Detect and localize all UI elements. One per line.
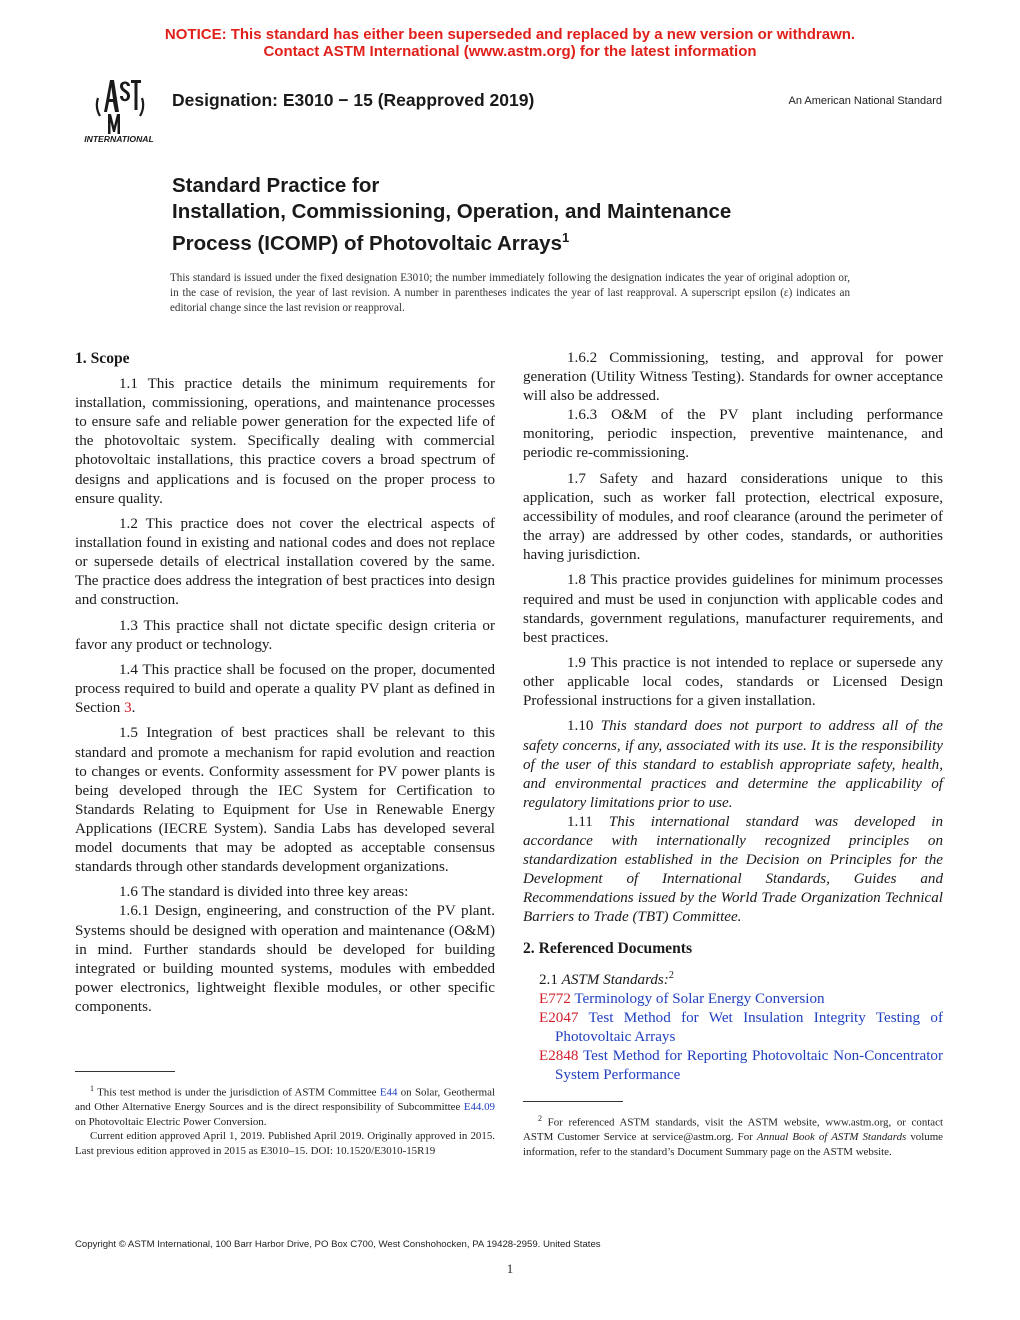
footnote-1-text-b: on Solar, Geothermal and Other Alternative Energy Sources and is the direct responsibility of Subcommittee [75, 1086, 495, 1114]
paragraph-1-8: 1.8 This practice provides guidelines for minimum processes required and must be used in conjunction with applicable codes and standards, government regulations, manufacturer requirements, and best practices. [523, 572, 943, 646]
logo-subtext: INTERNATIONAL [84, 134, 154, 144]
footnote-1-text-a: This test method is under the jurisdiction of ASTM Committee [97, 1086, 380, 1099]
paragraph-1-6: 1.6 The standard is divided into three key areas: [119, 884, 409, 901]
title-line-3 [172, 225, 892, 257]
reference-title[interactable]: Test Method for Reporting Photovoltaic Non-Concentrator System Performance [555, 1047, 943, 1084]
section-3-link[interactable]: 3 [124, 700, 132, 717]
paragraph-1-7: 1.7 Safety and hazard considerations unique to this application, such as worker fall protection, electrical exposure, accessibility of modules, and roof clearance (around the perimeter of the array) are addressed by other codes, standards, or authorities having jurisdiction. [523, 470, 943, 564]
reference-code[interactable]: E772 [539, 990, 571, 1007]
footnote-divider-right [523, 1101, 623, 1102]
notice-line-1: NOTICE: This standard has either been superseded and replaced by a new version or withdrawn. [164, 26, 856, 43]
notice-line-2: Contact ASTM International (www.astm.org) for the latest information [263, 43, 757, 60]
page-number: 1 [506, 1262, 514, 1276]
paragraph-1-11-number: 1.11 [567, 813, 609, 830]
footnote-divider-left [75, 1071, 175, 1072]
paragraph-1-9: 1.9 This practice is not intended to replace or supersede any other applicable local codes, standards or Licensed Design Professional instructions for a given installation. [523, 654, 943, 710]
reference-title[interactable]: Terminology of Solar Energy Conversion [574, 990, 825, 1007]
subcommittee-e44-09-link[interactable]: E44.09 [463, 1101, 495, 1114]
section-heading-referenced-documents: 2. Referenced Documents [523, 940, 693, 958]
paragraph-1-11 [523, 813, 943, 928]
paragraph-1-1: 1.1 This practice details the minimum requirements for installation, commissioning, operations, and maintenance processes to ensure safe and reliable power generation for the expected life of the photovoltaic system. Specifically dealing with commercial photovoltaic installations, this practice covers a broad spectrum of designs and applications and is focused on the proper process to ensure quality. [75, 376, 495, 507]
paragraph-1-3: 1.3 This practice shall not dictate specific design criteria or favor any product or technology. [75, 617, 495, 653]
paragraph-2-1-text: ASTM Standards: [561, 971, 669, 988]
paragraph-2-1 [523, 966, 943, 990]
paragraph-1-10-text: This standard does not purport to address all of the safety concerns, if any, associated with its use. It is the responsibility of the user of this standard to establish appropriate safety, health, and environmental practices and determine the applicability of regulatory limitations prior to use. [523, 718, 943, 811]
footnote-1 [75, 1082, 495, 1159]
title-footnote-mark: 1 [561, 230, 570, 245]
footnote-1-para-1 [75, 1082, 495, 1129]
footnote-1-para-2: Current edition approved April 1, 2019. Published April 2019. Originally approved in 2015. Last previous edition approved in 2015 as E3010–15. DOI: 10.1520/E3010-15R19 [75, 1130, 495, 1157]
paragraph-1-11-text: This international standard was developed in accordance with internationally recognized principles on standardization established in the Decision on Principles for the Development of International Standards, Guides and Recommendations issued by the World Trade Organization Technical Barriers to Trade (TBT) Committee. [523, 813, 943, 926]
reference-code[interactable]: E2848 [539, 1047, 579, 1064]
paragraph-1-4-end: . [131, 700, 136, 717]
title-line-2: Installation, Commissioning, Operation, and Maintenance [172, 200, 732, 223]
document-title [172, 173, 892, 257]
footnote-2-text-a: For referenced ASTM standards, visit the ASTM website, www.astm.org, or contact ASTM Customer Service at service@astm.org. For [523, 1116, 943, 1144]
paragraph-1-10-number: 1.10 [567, 718, 601, 735]
left-column [75, 349, 495, 1023]
footnote-2-text-b: volume information, refer to the standard’s Document Summary page on the ASTM website. [523, 1131, 944, 1158]
paragraph-1-6-1: 1.6.1 Design, engineering, and construction of the PV plant. Systems should be designed with operation and maintenance (O&M) in mind. Further standards should be developed for building integrated or building mounted systems, modules with embedded power electronics, lightweight flexible modules, or other specific components. [75, 903, 495, 1015]
paragraph-2-1-number: 2.1 [539, 971, 562, 988]
reference-item[interactable] [523, 1009, 943, 1047]
footnote-1-mark: 1 [90, 1084, 94, 1093]
title-line-3-text: Process (ICOMP) of Photovoltaic Arrays [172, 231, 562, 255]
reference-code[interactable]: E2047 [539, 1009, 579, 1026]
paragraph-1-5: 1.5 Integration of best practices shall be relevant to this standard and promote a mechanism for rapid evolution and reaction to changes or events. Conformity assessment for PV power plants is being developed through the IEC System for Certification to Standards Relating to Equipment for Use in Renewable Energy Applications (IECRE System). Sandia Labs has developed several model documents that may be adopted as acceptable consensus standards through other standards development organizations. [75, 725, 495, 876]
section-heading-scope: 1. Scope [75, 350, 130, 367]
title-line-1: Standard Practice for [172, 174, 380, 197]
committee-e44-link[interactable]: E44 [379, 1086, 398, 1099]
reference-item[interactable] [523, 1047, 943, 1085]
astm-logo [78, 72, 160, 144]
paragraph-2-1-footnote-mark: 2 [668, 969, 674, 981]
paragraph-1-6-2: 1.6.2 Commissioning, testing, and approval for power generation (Utility Witness Testing). Standards for owner acceptance will also be addressed. [523, 350, 943, 405]
footnote-2-italic: Annual Book of ASTM Standards [756, 1131, 907, 1144]
paragraph-1-6-3: 1.6.3 O&M of the PV plant including performance monitoring, periodic inspection, preventive maintenance, and periodic re-commissioning. [523, 407, 943, 462]
notice-banner [0, 26, 1020, 60]
issue-note: This standard is issued under the fixed designation E3010; the number immediately following the designation indicates the year of original adoption or, in the case of revision, the year of last revision. A number in parentheses indicates the year of last reapproval. A superscript epsilon (ε) indicates an editorial change since the last revision or reapproval. [170, 272, 850, 314]
designation: Designation: E3010 − 15 (Reapproved 2019) [172, 90, 535, 110]
national-standard-label: An American National Standard [788, 95, 942, 107]
astm-logo-icon [78, 72, 160, 144]
reference-title[interactable]: Test Method for Wet Insulation Integrity Testing of Photovoltaic Arrays [555, 1009, 943, 1045]
footnote-2 [523, 1112, 943, 1159]
paragraph-1-10 [523, 717, 943, 812]
reference-item[interactable] [523, 990, 943, 1009]
paragraph-1-2: 1.2 This practice does not cover the electrical aspects of installation found in existing and national codes and does not replace or supersede details of electrical installation covered by the same. The practice does address the integration of best practices into design and construction. [75, 515, 495, 609]
footnote-2-para [523, 1112, 943, 1159]
footnote-2-mark: 2 [538, 1114, 542, 1123]
paragraph-1-4-text: 1.4 This practice shall be focused on the proper, documented process required to build and operate a quality PV plant as defined in Section [75, 661, 495, 717]
paragraph-1-4 [75, 661, 495, 718]
right-column [523, 349, 943, 1085]
footnote-1-text-c: on Photovoltaic Electric Power Conversion. [75, 1115, 267, 1128]
copyright-line: Copyright © ASTM International, 100 Barr Harbor Drive, PO Box C700, West Conshohocken, PA 19428-2959. United States [75, 1239, 601, 1250]
